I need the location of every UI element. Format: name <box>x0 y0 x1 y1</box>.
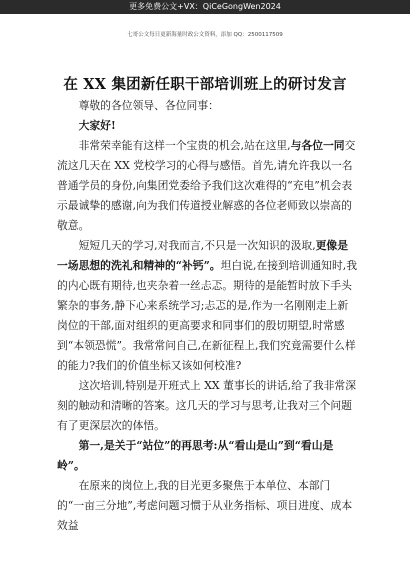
paragraph-3 <box>57 376 357 436</box>
document-body <box>57 96 357 536</box>
paragraph-5 <box>57 476 357 536</box>
greeting: 大家好! <box>78 119 116 132</box>
paragraph-1-emphasis: 与各位一同 <box>290 139 345 152</box>
paragraph-2-emphasis: 更像是一场思想的洗礼和精神的“补钙”。 <box>57 239 349 272</box>
section-heading-1-text: 第一,是关于“站位”的再思考:从“看山是山”到“看山是岭”。 <box>57 439 334 472</box>
paragraph-1-text: 非常荣幸能有这样一个宝贵的机会,站在这里, <box>78 139 291 152</box>
paragraph-2-text: 短短几天的学习,对我而言,不只是一次知识的汲取, <box>78 239 316 252</box>
section-heading-1 <box>57 436 357 476</box>
paragraph-1 <box>57 136 357 236</box>
notice-line: 七哥公文每日更新海量时政公文资料，添加 QQ：2500117509 <box>127 32 283 38</box>
paragraph-1-text-cont: 交流这几天在 XX 党校学习的心得与感悟。首先,请允许我以一名普通学员的身份,向集团党委给予我们这次难得的“充电”机会表示最诚挚的感谢,向为我们传道授业解惑的各位老师致以崇高的敬意。 <box>57 139 356 232</box>
paragraph-5-text: 在原来的岗位上,我的目光更多聚焦于本单位、本部门的“一亩三分地”,考虑问题习惯于从业务指标、项目进度、成本效益 <box>57 479 353 532</box>
document-title: 在 XX 集团新任职干部培训班上的研讨发言 <box>63 76 347 93</box>
paragraph-2 <box>57 236 357 376</box>
paragraph-3-text: 这次培训,特别是开班式上 XX 董事长的讲话,给了我非常深刻的触动和清晰的答案。这几天的学习与思考,让我对三个问题有了更深层次的体悟。 <box>57 379 357 432</box>
top-banner: 更多免费公文+VX：QiCeGongWen2024 <box>0 0 410 14</box>
salutation: 尊敬的各位领导、各位同事： <box>78 99 219 112</box>
paragraph-2-text-cont: 坦白说,在接到培训通知时,我的内心既有期待,也夹杂着一丝忐忑。期待的是能暂时放下手头繁杂的事务,静下心来系统学习;忐忑的是,作为一名刚刚走上新岗位的干部,面对组织的更高要求和同事们的殷切期望,时常感到“本领恐慌”。我常常问自己,在新征程上,我们究竟需要什么样的能力?我们的价值坐标又该如何校准? <box>57 259 358 372</box>
